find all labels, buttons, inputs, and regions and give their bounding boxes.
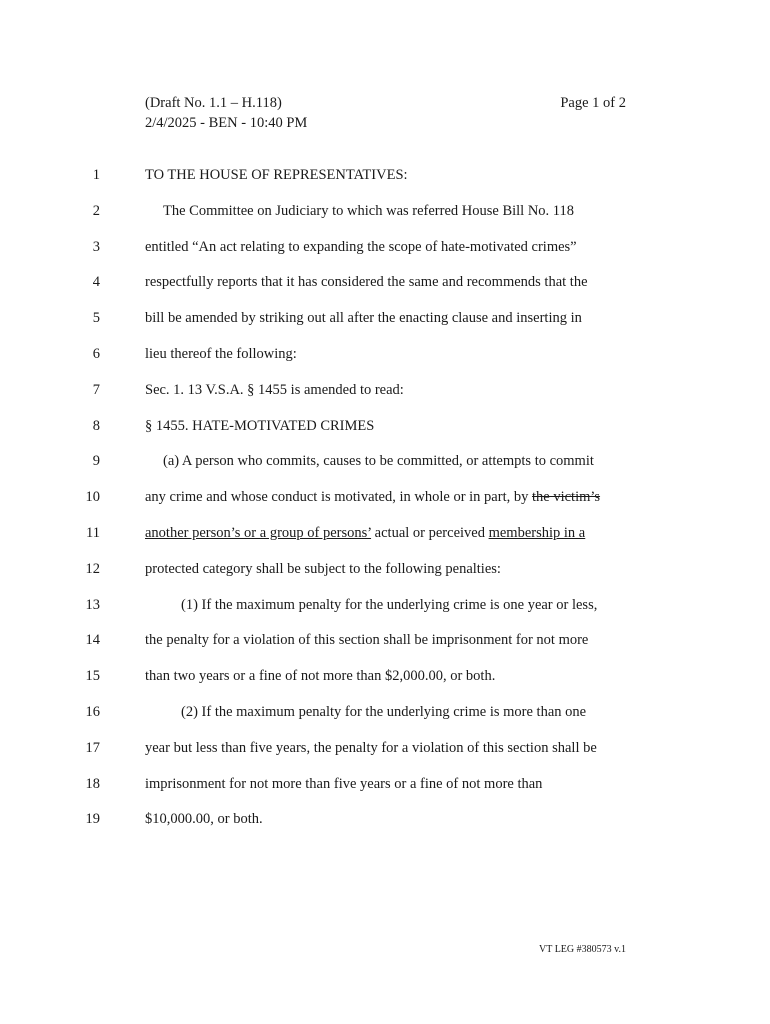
line-number: 10 bbox=[85, 489, 100, 506]
draft-datetime: 2/4/2025 - BEN - 10:40 PM bbox=[145, 115, 308, 131]
line-number: 2 bbox=[92, 202, 100, 219]
line-number: 11 bbox=[86, 524, 100, 541]
line-text: (a) A person who commits, causes to be committed, or attempts to commit bbox=[163, 453, 594, 470]
line-5 bbox=[0, 308, 770, 344]
struck-text: the victim’s bbox=[531, 489, 601, 506]
line-text: respectfully reports that it has considered the same and recommends that the bbox=[145, 274, 588, 291]
line-9 bbox=[0, 451, 770, 487]
line-number: 13 bbox=[85, 596, 100, 613]
inserted-text: another person’s or a group of persons’ bbox=[145, 524, 372, 541]
line-text: than two years or a fine of not more than $2,000.00, or both. bbox=[145, 668, 496, 685]
line-13 bbox=[0, 595, 770, 631]
line-text-plain: actual or perceived bbox=[371, 524, 489, 541]
line-number: 1 bbox=[92, 167, 100, 183]
line-17 bbox=[0, 738, 770, 774]
document-header bbox=[145, 93, 307, 133]
line-1 bbox=[0, 165, 770, 201]
line-text: (2) If the maximum penalty for the underlying crime is more than one bbox=[181, 703, 587, 720]
line-text: protected category shall be subject to the following penalties: bbox=[145, 560, 501, 577]
line-8 bbox=[0, 416, 770, 452]
line-number: 7 bbox=[92, 381, 100, 398]
line-text: imprisonment for not more than five years or a fine of not more than bbox=[145, 775, 543, 792]
line-number: 9 bbox=[92, 453, 100, 470]
line-15 bbox=[0, 666, 770, 702]
line-text-plain: any crime and whose conduct is motivated, in whole or in part, by bbox=[145, 489, 532, 506]
line-number: 19 bbox=[85, 811, 100, 828]
line-6 bbox=[0, 344, 770, 380]
line-19 bbox=[0, 809, 770, 845]
line-text bbox=[145, 523, 585, 543]
line-number: 12 bbox=[85, 560, 100, 577]
line-text: TO THE HOUSE OF REPRESENTATIVES: bbox=[145, 167, 408, 183]
line-12 bbox=[0, 559, 770, 595]
line-text: (1) If the maximum penalty for the underlying crime is one year or less, bbox=[181, 596, 598, 613]
line-number: 18 bbox=[85, 775, 100, 792]
line-2 bbox=[0, 201, 770, 237]
line-16 bbox=[0, 702, 770, 738]
section-heading: § 1455. HATE-MOTIVATED CRIMES bbox=[145, 417, 375, 434]
line-text: The Committee on Judiciary to which was referred House Bill No. 118 bbox=[163, 202, 575, 219]
line-number: 3 bbox=[92, 238, 100, 255]
line-text bbox=[145, 487, 600, 507]
line-number: 5 bbox=[92, 310, 100, 327]
line-11 bbox=[0, 523, 770, 559]
line-number: 14 bbox=[85, 632, 100, 649]
line-number: 8 bbox=[92, 417, 100, 434]
line-text: lieu thereof the following: bbox=[145, 345, 297, 362]
line-18 bbox=[0, 774, 770, 810]
line-number: 6 bbox=[92, 345, 100, 362]
line-text: $10,000.00, or both. bbox=[145, 811, 263, 828]
line-number: 17 bbox=[85, 739, 100, 756]
line-10 bbox=[0, 487, 770, 523]
line-text: entitled “An act relating to expanding the scope of hate-motivated crimes” bbox=[145, 238, 577, 255]
line-3 bbox=[0, 237, 770, 273]
line-number: 4 bbox=[92, 274, 100, 291]
draft-number: (Draft No. 1.1 – H.118) bbox=[145, 95, 282, 111]
line-14 bbox=[0, 630, 770, 666]
line-4 bbox=[0, 272, 770, 308]
line-text: Sec. 1. 13 V.S.A. § 1455 is amended to read: bbox=[145, 381, 404, 398]
line-number: 16 bbox=[85, 703, 100, 720]
page-number: Page 1 of 2 bbox=[560, 95, 626, 111]
line-text: the penalty for a violation of this section shall be imprisonment for not more bbox=[145, 632, 589, 649]
numbered-lines bbox=[0, 165, 770, 845]
line-number: 15 bbox=[85, 668, 100, 685]
line-text: year but less than five years, the penalty for a violation of this section shall be bbox=[145, 739, 597, 756]
inserted-text: membership in a bbox=[488, 524, 586, 541]
line-7 bbox=[0, 380, 770, 416]
document-id: VT LEG #380573 v.1 bbox=[539, 944, 626, 955]
line-text: bill be amended by striking out all after the enacting clause and inserting in bbox=[145, 310, 582, 327]
